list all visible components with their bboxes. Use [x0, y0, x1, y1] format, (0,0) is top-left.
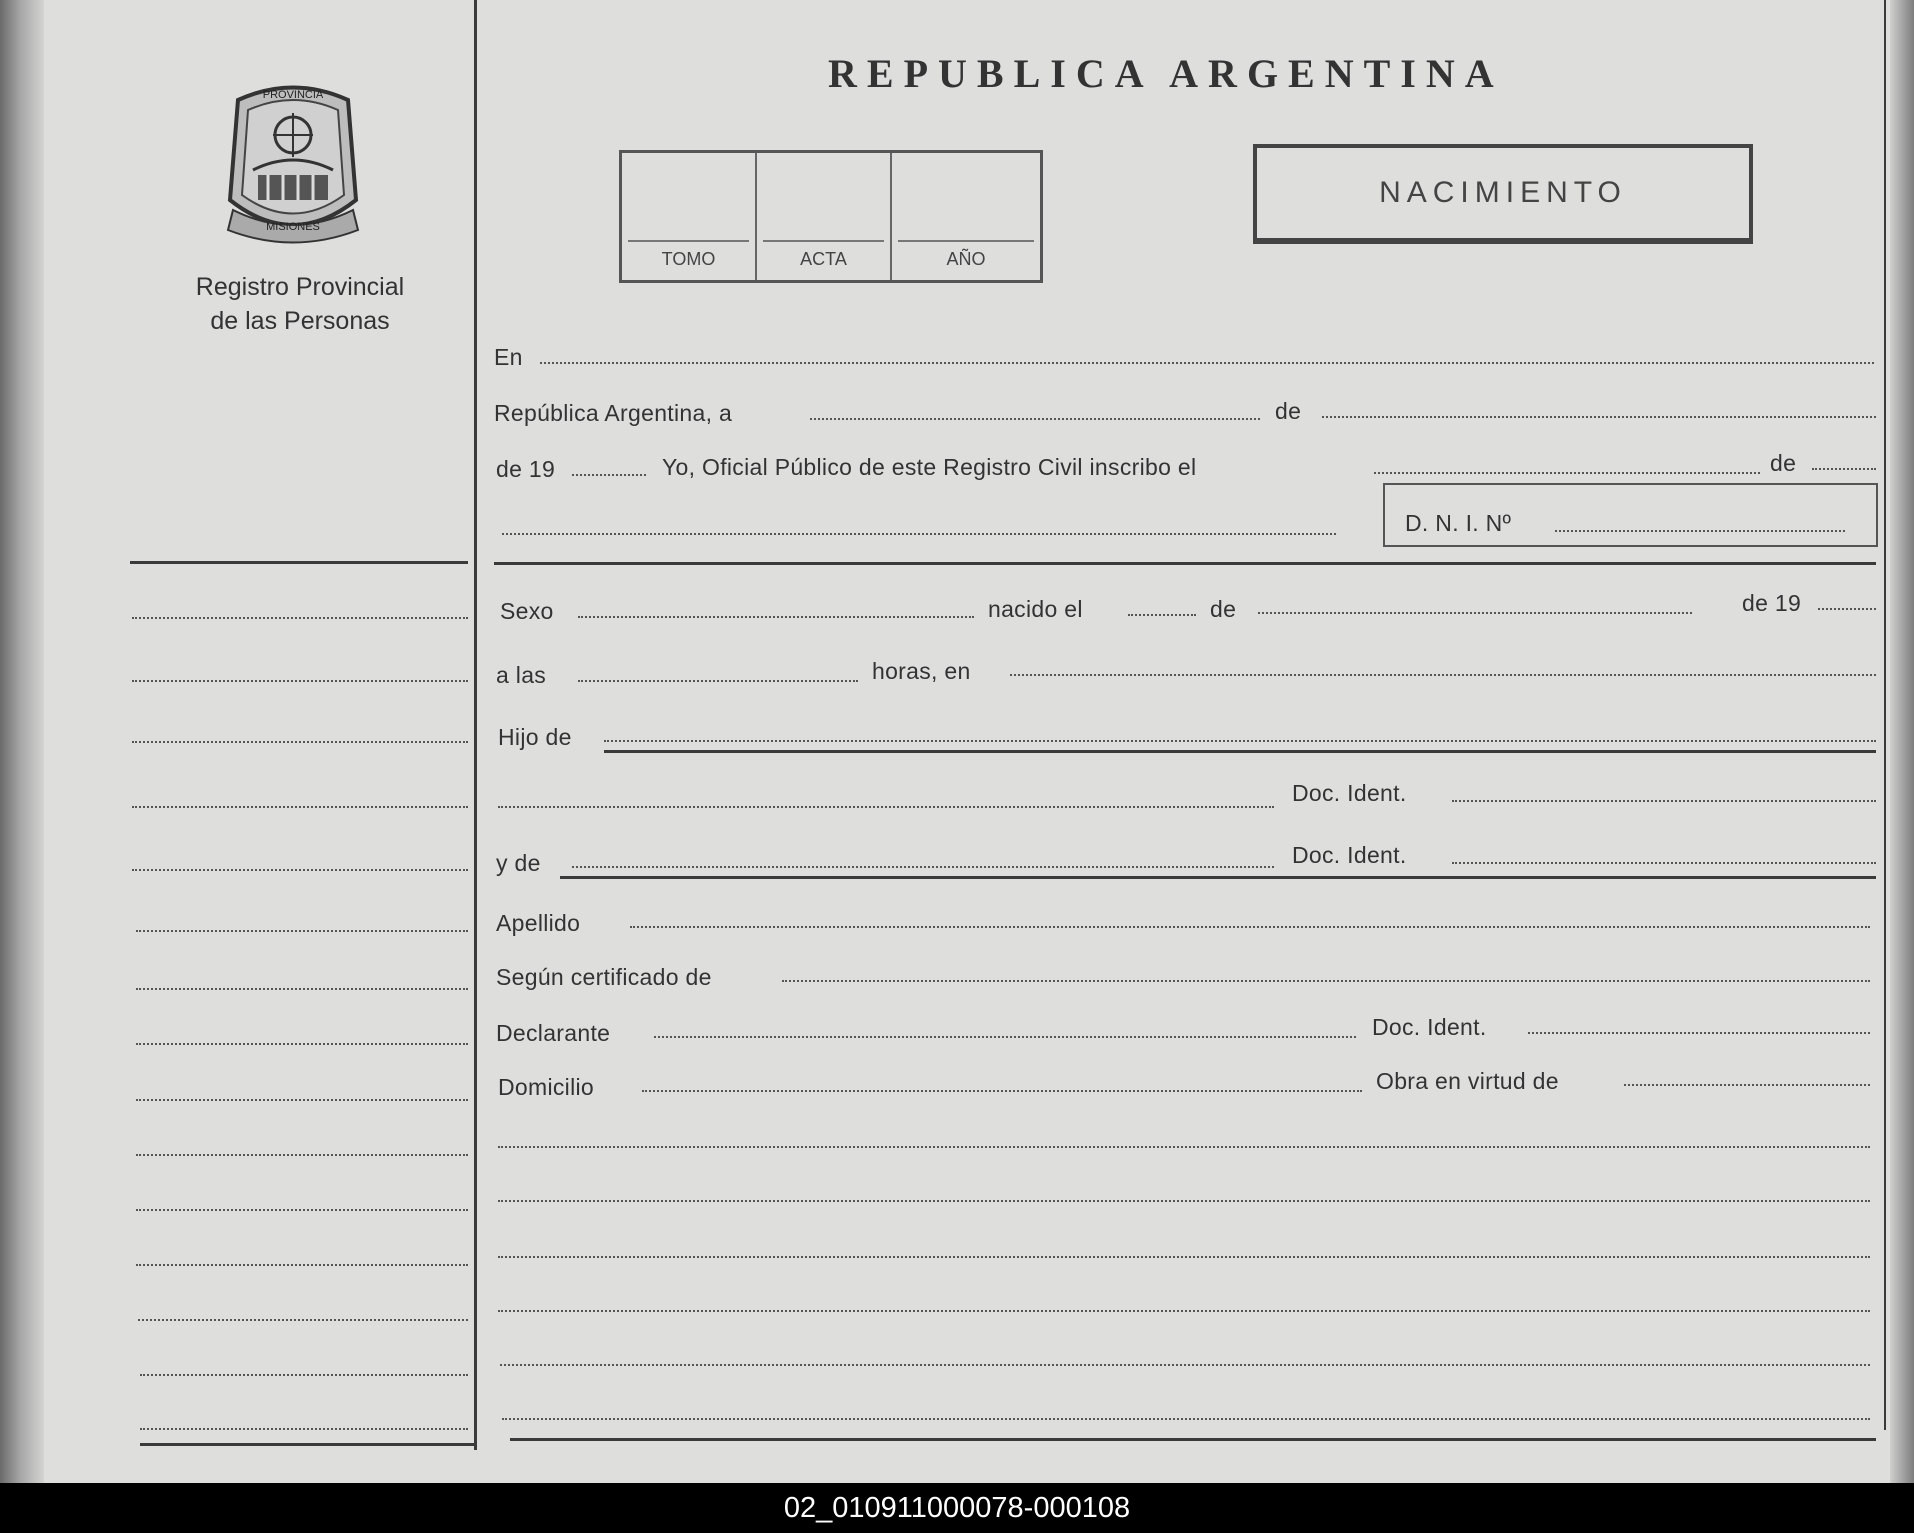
record-type-box	[1253, 144, 1753, 244]
doc-ident-label-3: Doc. Ident.	[1372, 1014, 1487, 1040]
right-border	[1884, 0, 1886, 1430]
birth-year-field[interactable]	[1818, 608, 1876, 610]
page-title: REPUBLICA ARGENTINA	[828, 51, 1504, 96]
record-type-label: NACIMIENTO	[1379, 176, 1627, 209]
margin-note-line[interactable]	[136, 1209, 468, 1211]
apellido-label: Apellido	[496, 910, 581, 936]
margin-note-line[interactable]	[132, 869, 468, 871]
en-field[interactable]	[540, 362, 1874, 364]
month-field[interactable]	[1322, 416, 1876, 418]
section-rule	[494, 562, 1876, 565]
declarante-doc-field[interactable]	[1528, 1032, 1870, 1034]
de-label-2: de	[1770, 450, 1797, 476]
republica-label: República Argentina, a	[494, 400, 733, 426]
sexo-field[interactable]	[578, 616, 974, 618]
mother-doc-field[interactable]	[1452, 862, 1876, 864]
notes-line[interactable]	[498, 1146, 1870, 1148]
hijo-de-label: Hijo de	[498, 724, 572, 750]
nacido-el-label: nacido el	[988, 596, 1083, 622]
bottom-rule	[510, 1438, 1876, 1441]
de19-label: de 19	[496, 456, 556, 482]
year-field[interactable]	[572, 474, 646, 476]
father-field[interactable]	[604, 740, 1876, 742]
y-de-label: y de	[496, 850, 541, 876]
page-edge-shadow-right	[1890, 0, 1914, 1483]
column-divider	[474, 0, 477, 1450]
notes-line[interactable]	[498, 1256, 1870, 1258]
notes-line[interactable]	[502, 1418, 1870, 1420]
birthplace-field[interactable]	[1010, 674, 1876, 676]
birth-day-field[interactable]	[1128, 614, 1196, 616]
page-edge-shadow	[0, 0, 44, 1483]
father-continued-field[interactable]	[498, 806, 1274, 808]
declarante-label: Declarante	[496, 1020, 611, 1046]
registry-name	[150, 270, 450, 338]
sexo-label: Sexo	[500, 598, 554, 624]
anio-cell[interactable]	[892, 153, 1040, 280]
birth-month-field[interactable]	[1258, 612, 1692, 614]
notes-line[interactable]	[500, 1364, 1870, 1366]
domicilio-field[interactable]	[642, 1090, 1362, 1092]
registry-line-1: Registro Provincial	[195, 273, 405, 301]
margin-note-line[interactable]	[136, 1099, 468, 1101]
declarante-field[interactable]	[654, 1036, 1356, 1038]
horas-en-label: horas, en	[872, 658, 971, 684]
margin-note-line[interactable]	[132, 617, 468, 619]
inscribo-field[interactable]	[1374, 472, 1760, 474]
mother-field[interactable]	[572, 866, 1274, 868]
de19-label-2: de 19	[1742, 590, 1802, 616]
margin-note-line[interactable]	[136, 1154, 468, 1156]
apellido-field[interactable]	[630, 926, 1870, 928]
svg-text:MISIONES: MISIONES	[266, 221, 320, 233]
acta-label: ACTA	[800, 249, 847, 269]
margin-note-line[interactable]	[136, 1043, 468, 1045]
margin-note-line[interactable]	[140, 1428, 468, 1430]
margin-note-line[interactable]	[132, 680, 468, 682]
doc-ident-label-2: Doc. Ident.	[1292, 842, 1407, 868]
parent-rule	[604, 750, 1876, 753]
record-number-table	[619, 150, 1043, 283]
yo-oficial-label: Yo, Oficial Público de este Registro Civil inscribo el	[662, 454, 1197, 480]
margin-note-line[interactable]	[140, 1374, 468, 1376]
margin-note-line[interactable]	[136, 930, 468, 932]
anio-label: AÑO	[946, 249, 986, 269]
segun-label: Según certificado de	[496, 964, 712, 990]
tomo-label: TOMO	[661, 249, 716, 269]
margin-rule	[130, 561, 468, 564]
dni-field[interactable]	[1555, 530, 1845, 532]
doc-ident-label: Doc. Ident.	[1292, 780, 1407, 806]
certificado-field[interactable]	[782, 980, 1870, 982]
provincial-seal-logo	[218, 80, 368, 245]
svg-text:PROVINCIA: PROVINCIA	[262, 89, 324, 101]
document-id: 02_010911000078-000108	[783, 1492, 1131, 1524]
margin-note-line[interactable]	[132, 741, 468, 743]
day-field[interactable]	[810, 418, 1260, 420]
registry-line-2: de las Personas	[210, 307, 390, 335]
dni-box	[1383, 483, 1878, 547]
de-label: de	[1275, 398, 1302, 424]
de-label-3: de	[1210, 596, 1237, 622]
notes-line[interactable]	[498, 1310, 1870, 1312]
a-las-label: a las	[496, 662, 547, 688]
en-label: En	[494, 344, 523, 370]
name-field[interactable]	[502, 533, 1336, 535]
father-doc-field[interactable]	[1452, 800, 1876, 802]
margin-note-line[interactable]	[132, 806, 468, 808]
parent-rule-2	[560, 876, 1876, 879]
acta-cell[interactable]	[757, 153, 892, 280]
margin-note-line[interactable]	[136, 988, 468, 990]
hour-field[interactable]	[578, 680, 858, 682]
notes-line[interactable]	[498, 1200, 1870, 1202]
domicilio-label: Domicilio	[498, 1074, 594, 1100]
obra-field[interactable]	[1624, 1084, 1870, 1086]
obra-label: Obra en virtud de	[1376, 1068, 1559, 1094]
margin-bottom-rule	[140, 1443, 474, 1446]
de-field[interactable]	[1812, 468, 1876, 470]
margin-note-line[interactable]	[138, 1319, 468, 1321]
tomo-cell[interactable]	[622, 153, 757, 280]
margin-note-line[interactable]	[136, 1264, 468, 1266]
dni-label: D. N. I. Nº	[1405, 510, 1512, 536]
